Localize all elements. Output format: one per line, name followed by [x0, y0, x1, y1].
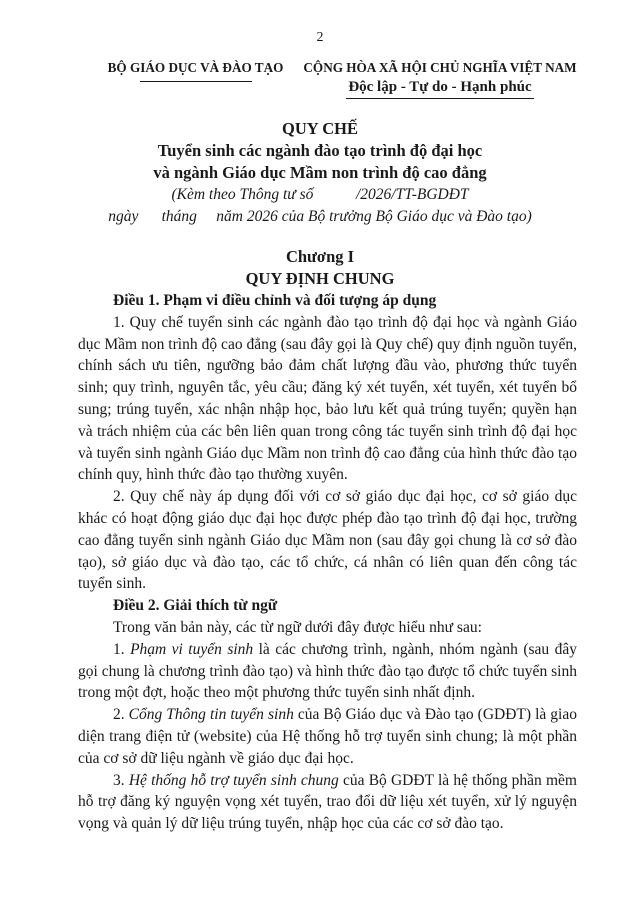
issuing-authority-block — [92, 59, 299, 99]
document-body — [0, 290, 640, 835]
text-run: của Bộ Giáo dục và Đào tạo (GDĐT) là giao diện trang điện tử (website) của Hệ thống hỗ trợ tuyển sinh chung; là một phần của cơ sở dữ liệu ngành về giáo dục đại học. — [78, 706, 577, 767]
page-number: 2 — [316, 30, 324, 45]
article-2-paragraph-1 — [78, 639, 577, 704]
issuing-authority-name: BỘ GIÁO DỤC VÀ ĐÀO TẠO — [107, 60, 284, 75]
text-run: của Bộ GDĐT là hệ thống phần mềm hỗ trợ đăng ký nguyện vọng xét tuyển, trao đổi dữ liệu xét tuyển, xử lý nguyện vọng và quản lý dữ liệu trúng tuyển, nhập học của các cơ sở đào tạo. — [78, 771, 577, 833]
text-run: 3. — [113, 771, 129, 789]
chapter-title: QUY ĐỊNH CHUNG — [245, 269, 395, 288]
text-run: Trong văn bản này, các từ ngữ dưới đây được hiểu như sau: — [113, 618, 482, 636]
attachment-note-line-2: ngày tháng năm 2026 của Bộ trưởng Bộ Giáo dục và Đào tạo) — [108, 208, 532, 225]
document-subject-line-1: Tuyển sinh các ngành đào tạo trình độ đại học — [157, 141, 483, 160]
article-2-intro — [78, 617, 577, 639]
article-1-paragraph-1 — [78, 312, 577, 486]
text-run: là các chương trình, ngành, nhóm ngành (sau đây gọi chung là chương trình đào tạo) và hình thức đào tạo được tổ chức tuyển sinh trong một đợt, hoặc theo một phương thức tuyển sinh nhất định. — [78, 640, 577, 702]
national-motto: Độc lập - Tự do - Hạnh phúc — [346, 78, 533, 99]
article-2-heading: Điều 2. Giải thích từ ngữ — [113, 597, 278, 615]
text-run: 2. — [113, 706, 129, 724]
chapter-label: Chương I — [285, 247, 355, 266]
article-2 — [78, 595, 577, 835]
article-2-paragraph-3 — [78, 770, 577, 835]
document-subject-line-2: và ngành Giáo dục Mầm non trình độ cao đẳng — [153, 163, 487, 182]
attachment-note-line-1: (Kèm theo Thông tư số /2026/TT-BGDĐT — [171, 186, 469, 203]
text-run: Phạm vi tuyển sinh — [130, 640, 254, 658]
document-header — [0, 59, 640, 99]
country-name: CỘNG HÒA XÃ HỘI CHỦ NGHĨA VIỆT NAM — [303, 60, 577, 75]
chapter-heading-block — [0, 246, 640, 290]
national-header-block — [302, 59, 578, 99]
article-2-paragraph-2 — [78, 704, 577, 769]
text-run: Cổng Thông tin tuyển sinh — [128, 706, 294, 724]
text-run: 1. Quy chế tuyển sinh các ngành đào tạo trình độ đại học và ngành Giáo dục Mầm non trình độ cao đẳng (sau đây gọi là Quy chế) quy định nguồn tuyển, chính sách ưu tiên, ngưỡng bảo đảm chất lượng đầu vào, phương thức tuyển sinh; quy trình, nguyên tắc, yêu cầu; đăng ký xét tuyển, xét tuyển, xét tuyển bổ sung; trúng tuyển, xác nhận nhập học, bảo lưu kết quả trúng tuyển; quyền hạn và trách nhiệm của các bên liên quan trong công tác tuyển sinh trình độ đại học và tuyển sinh ngành Giáo dục Mầm non trình độ cao đẳng của hình thức đào tạo chính quy, hình thức đào tạo thường xuyên. — [78, 313, 577, 484]
text-run: Hệ thống hỗ trợ tuyển sinh chung — [128, 771, 339, 789]
article-1-heading: Điều 1. Phạm vi điều chỉnh và đối tượng áp dụng — [113, 292, 437, 309]
document-type-title: QUY CHẾ — [282, 119, 358, 138]
article-1-paragraph-2 — [78, 486, 577, 595]
issuing-authority-underline — [140, 81, 252, 82]
document-title-block — [0, 118, 640, 228]
article-1 — [78, 290, 577, 595]
text-run: 1. — [113, 640, 131, 658]
text-run: 2. Quy chế này áp dụng đối với cơ sở giáo dục đại học, cơ sở giáo dục khác có hoạt động giáo dục đại học được phép đào tạo trình độ đại học, trường cao đẳng tuyển sinh ngành Giáo dục Mầm non (sau đây gọi chung là cơ sở đào tạo), sở giáo dục và đào tạo, các tổ chức, cá nhân có liên quan đến công tác tuyển sinh. — [78, 488, 577, 593]
